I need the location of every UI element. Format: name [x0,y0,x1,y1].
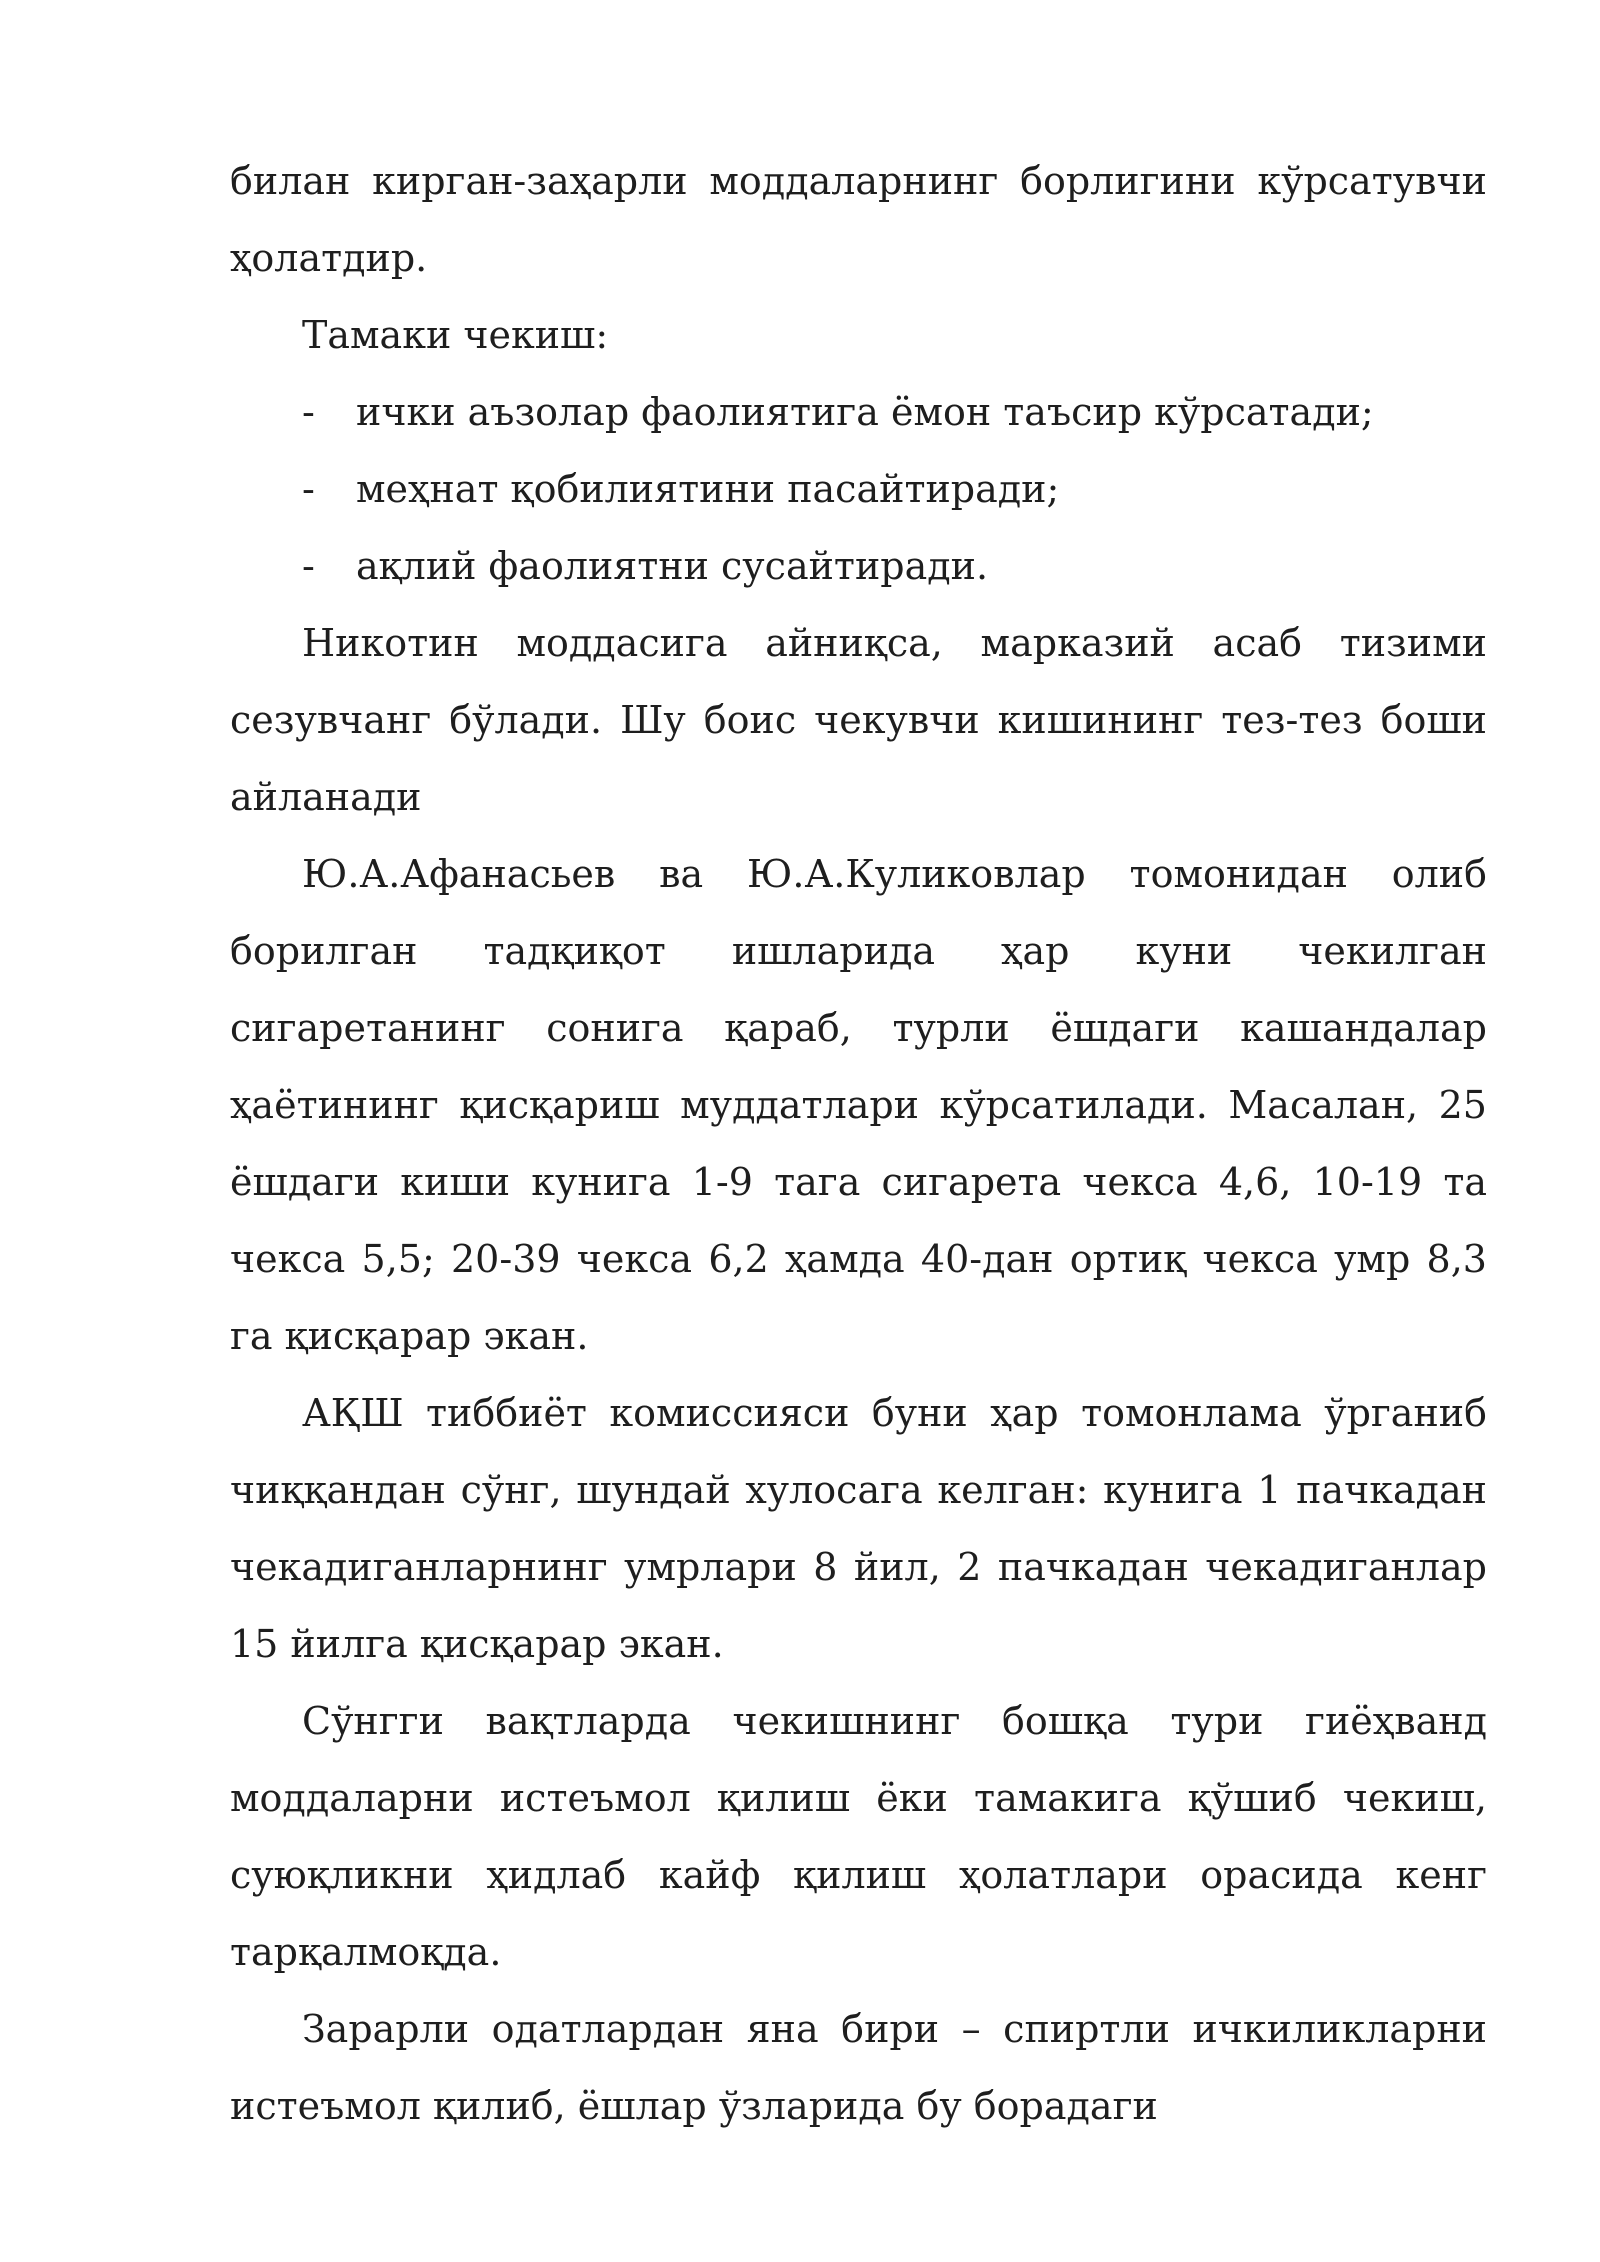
paragraph-drugs: Сўнгги вақтларда чекишнинг бошқа тури гиёҳванд моддаларни истеъмол қилиш ёки тамакига қўшиб чекиш, суюқликни ҳидлаб кайф қилиш ҳолатлари орасида кенг тарқалмоқда. [230,1699,1487,1974]
document-body [230,143,1487,2145]
paragraph-alcohol: Зарарли одатлардан яна бири – спиртли ичкиликларни истеъмол қилиб, ёшлар ўзларида бу борадаги [230,2007,1487,2128]
paragraph-research: Ю.А.Афанасьев ва Ю.А.Куликовлар томонидан олиб борилган тадқиқот ишларида ҳар куни чекилган сигаретанинг сонига қараб, турли ёшдаги кашандалар ҳаётининг қисқариш муддатлари кўрсатилади. Масалан, 25 ёшдаги киши кунига 1-9 тага сигарета чекса 4,6, 10-19 та чекса 5,5; 20-39 чекса 6,2 ҳамда 40-дан ортиқ чекса умр 8,3 га қисқарар экан. [230,852,1487,1358]
word: билан [230,159,351,203]
bullet-dash: - [302,390,315,434]
bullet-text: ички аъзолар фаолиятига ёмон таъсир кўрсатади; [356,390,1374,434]
bullet-text: меҳнат қобилиятини пасайтиради; [356,467,1060,511]
word: кирган-заҳарли [372,159,688,203]
paragraph-line [230,143,1487,220]
paragraph-usa-commission: АҚШ тиббиёт комиссияси буни ҳар томонлама ўрганиб чиққандан сўнг, шундай хулосага келган: кунига 1 пачкадан чекадиганларнинг умрлари 8 йил, 2 пачкадан чекадиганлар 15 йилга қисқарар экан. [230,1391,1487,1666]
bullet-item [230,451,1487,528]
paragraph-nicotine: Никотин моддасига айниқса, марказий асаб тизими сезувчанг бўлади. Шу боис чекувчи кишининг тез-тез боши айланади [230,621,1487,819]
word: кўрсатувчи [1257,159,1487,203]
bullet-dash: - [302,467,315,511]
paragraph-smoking-heading: Тамаки чекиш: [302,313,609,357]
bullet-list [230,374,1487,605]
word: борлигини [1020,159,1236,203]
bullet-dash: - [302,544,315,588]
paragraph-line: ҳолатдир. [230,236,428,280]
bullet-item [230,374,1487,451]
word: моддаларнинг [709,159,999,203]
bullet-text: ақлий фаолиятни сусайтиради. [356,544,989,588]
bullet-item [230,528,1487,605]
paragraph-continued [230,143,1487,297]
